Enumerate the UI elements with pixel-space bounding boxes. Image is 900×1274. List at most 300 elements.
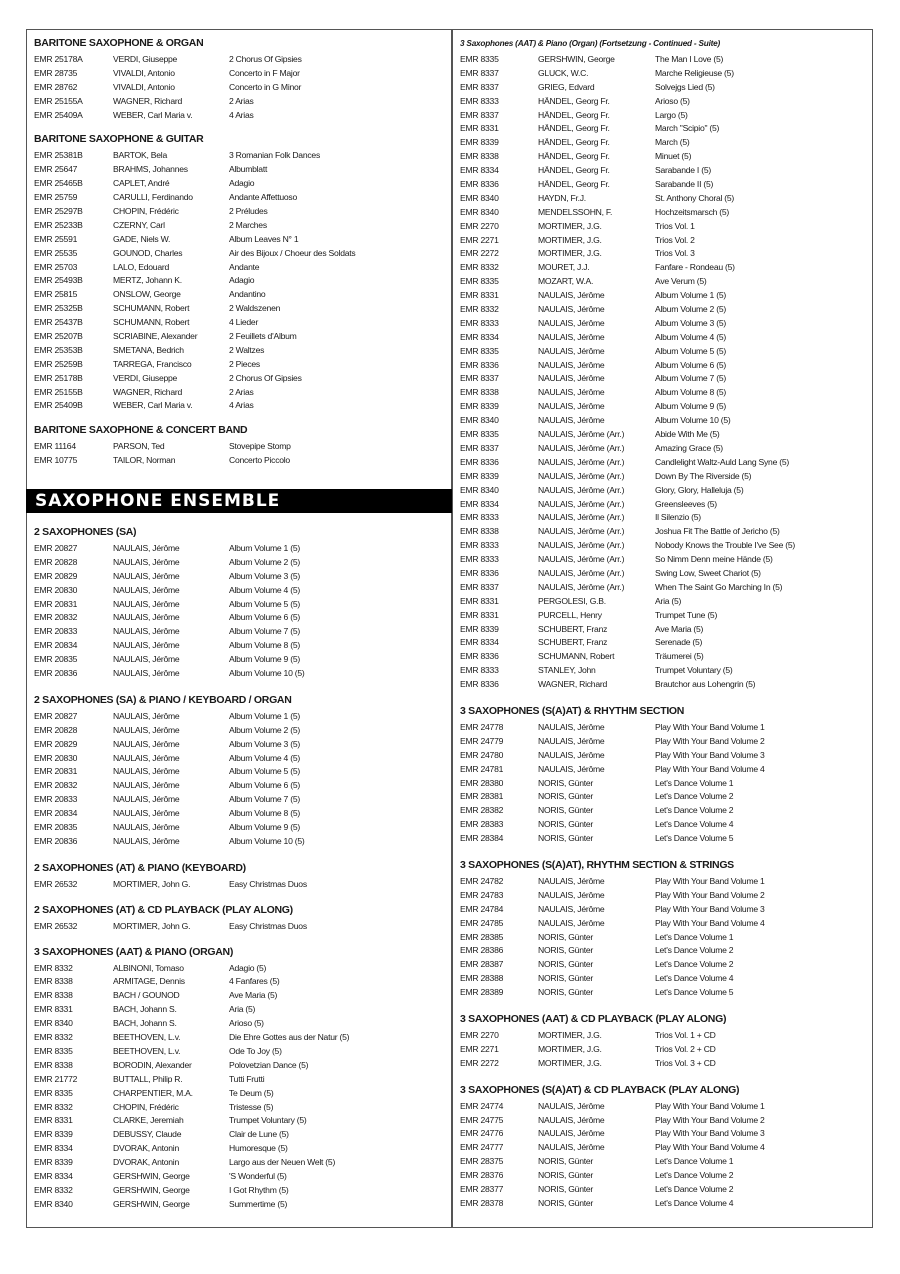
composer-name: NAULAIS, Jérôme	[538, 903, 605, 914]
work-title: Trumpet Voluntary (5)	[655, 665, 733, 676]
work-title: Andantino	[229, 289, 266, 300]
work-title: Te Deum (5)	[229, 1087, 274, 1098]
catalog-row	[460, 763, 870, 777]
work-title: Sarabande I (5)	[655, 165, 711, 176]
catalog-row	[34, 247, 446, 261]
catalog-number: EMR 25325B	[34, 303, 83, 314]
catalog-row	[460, 428, 870, 442]
catalog-row	[34, 95, 446, 109]
catalog-number: EMR 24785	[460, 917, 504, 928]
work-title: Album Volume 2 (5)	[229, 724, 300, 735]
work-title: 2 Chorus Of Gipsies	[229, 54, 302, 64]
composer-name: CLARKE, Jeremiah	[113, 1115, 184, 1126]
catalog-section	[460, 704, 870, 846]
catalog-number: EMR 8331	[460, 595, 499, 606]
catalog-number: EMR 8337	[460, 581, 499, 592]
catalog-number: EMR 2271	[460, 234, 499, 245]
work-title: Album Volume 3 (5)	[229, 738, 300, 749]
catalog-row	[34, 598, 446, 612]
catalog-row	[34, 358, 446, 372]
catalog-number: EMR 11164	[34, 441, 76, 452]
work-title: Adagio	[229, 275, 255, 286]
catalog-number: EMR 8334	[460, 637, 499, 648]
work-title: Play With Your Band Volume 3	[655, 903, 765, 914]
work-title: Candlelight Waltz-Auld Lang Syne (5)	[655, 456, 789, 467]
work-title: Summertime (5)	[229, 1198, 288, 1209]
work-title: Let's Dance Volume 4	[655, 1197, 734, 1208]
work-title: Play With Your Band Volume 2	[655, 1114, 765, 1125]
catalog-row	[34, 1170, 446, 1184]
catalog-number: EMR 8337	[460, 67, 499, 78]
catalog-number: EMR 25353B	[34, 344, 83, 355]
work-title: Trios Vol. 3 + CD	[655, 1057, 716, 1068]
catalog-row	[460, 1197, 870, 1211]
work-title: Album Volume 3 (5)	[229, 570, 300, 581]
composer-name: TARREGA, Francisco	[113, 358, 192, 369]
catalog-row	[34, 1059, 446, 1073]
work-title: Largo aus der Neuen Welt (5)	[229, 1157, 336, 1168]
work-title: Album Volume 2 (5)	[655, 304, 726, 315]
catalog-number: EMR 20830	[34, 752, 78, 763]
composer-name: NAULAIS, Jérôme	[113, 780, 180, 791]
composer-name: BORODIN, Alexander	[113, 1059, 192, 1070]
work-title: Let's Dance Volume 2	[655, 959, 734, 970]
catalog-number: EMR 8335	[34, 1087, 73, 1098]
catalog-row	[34, 1017, 446, 1031]
composer-name: CAPLET, André	[113, 178, 170, 189]
composer-name: VERDI, Giuseppe	[113, 54, 178, 64]
catalog-number: EMR 20831	[34, 766, 78, 777]
catalog-number: EMR 2272	[460, 248, 499, 259]
catalog-row	[34, 205, 446, 219]
catalog-number: EMR 8336	[460, 679, 499, 690]
catalog-row	[34, 1156, 446, 1170]
catalog-row	[460, 1029, 870, 1043]
catalog-number: EMR 28387	[460, 959, 504, 970]
composer-name: SCHUMANN, Robert	[113, 317, 190, 328]
catalog-row	[460, 581, 870, 595]
catalog-row	[34, 542, 446, 556]
catalog-row	[460, 178, 870, 192]
composer-name: LALO, Edouard	[113, 261, 169, 272]
work-title: 4 Arias	[229, 400, 254, 411]
catalog-row	[460, 498, 870, 512]
composer-name: SCHUBERT, Franz	[538, 637, 608, 648]
work-title: Album Volume 6 (5)	[229, 780, 300, 791]
catalog-number: EMR 28381	[460, 791, 504, 802]
catalog-number: EMR 8340	[460, 206, 499, 217]
work-title: Play With Your Band Volume 4	[655, 763, 765, 774]
work-title: March (5)	[655, 137, 690, 148]
catalog-row	[34, 779, 446, 793]
catalog-number: EMR 25409B	[34, 400, 83, 411]
work-title: Album Volume 5 (5)	[229, 598, 300, 609]
section-heading: 2 SAXOPHONES (AT) & PIANO (KEYBOARD)	[34, 861, 246, 874]
catalog-row	[34, 765, 446, 779]
work-title: Let's Dance Volume 2	[655, 805, 734, 816]
catalog-number: EMR 20836	[34, 835, 78, 846]
catalog-row	[460, 275, 870, 289]
composer-name: NAULAIS, Jérôme	[113, 724, 180, 735]
catalog-number: EMR 20832	[34, 612, 78, 623]
composer-name: NAULAIS, Jérôme	[113, 584, 180, 595]
catalog-number: EMR 20827	[34, 710, 78, 721]
catalog-row	[460, 122, 870, 136]
catalog-row	[34, 920, 446, 934]
work-title: 2 Waltzes	[229, 344, 265, 355]
catalog-row	[460, 1183, 870, 1197]
catalog-number: EMR 25703	[34, 261, 78, 272]
composer-name: NORIS, Günter	[538, 833, 594, 844]
composer-name: WAGNER, Richard	[113, 386, 182, 397]
composer-name: NAULAIS, Jérôme	[538, 387, 605, 398]
work-title: Play With Your Band Volume 3	[655, 749, 765, 760]
work-title: 4 Fanfares (5)	[229, 976, 280, 987]
work-title: Album Volume 4 (5)	[655, 331, 726, 342]
catalog-number: EMR 8334	[460, 331, 499, 342]
composer-name: NAULAIS, Jérôme	[113, 738, 180, 749]
composer-name: NAULAIS, Jérôme	[538, 1142, 605, 1153]
catalog-row	[460, 234, 870, 248]
composer-name: NAULAIS, Jérôme	[113, 808, 180, 819]
catalog-section	[34, 36, 446, 122]
catalog-row	[34, 989, 446, 1003]
catalog-number: EMR 20836	[34, 668, 78, 679]
work-title: 4 Arias	[229, 109, 254, 120]
catalog-section	[34, 693, 446, 849]
right-column	[460, 36, 870, 1211]
composer-name: NORIS, Günter	[538, 973, 594, 984]
composer-name: NAULAIS, Jérôme	[538, 875, 605, 886]
catalog-row	[460, 456, 870, 470]
section-heading: BARITONE SAXOPHONE & GUITAR	[34, 133, 204, 146]
composer-name: ONSLOW, George	[113, 289, 181, 300]
composer-name: NORIS, Günter	[538, 1197, 594, 1208]
catalog-number: EMR 25465B	[34, 178, 83, 189]
catalog-row	[460, 67, 870, 81]
catalog-row	[460, 623, 870, 637]
work-title: Let's Dance Volume 2	[655, 1184, 734, 1195]
catalog-row	[460, 484, 870, 498]
work-title: Album Volume 6 (5)	[655, 359, 726, 370]
work-title: Album Volume 6 (5)	[229, 612, 300, 623]
catalog-row	[460, 261, 870, 275]
work-title: Play With Your Band Volume 2	[655, 889, 765, 900]
work-title: March "Scipio" (5)	[655, 123, 720, 134]
composer-name: GERSHWIN, George	[113, 1198, 190, 1209]
catalog-number: EMR 8333	[460, 317, 499, 328]
work-title: Let's Dance Volume 1	[655, 777, 734, 788]
work-title: Album Volume 4 (5)	[229, 752, 300, 763]
catalog-row	[34, 1198, 446, 1212]
composer-name: NAULAIS, Jérôme	[113, 640, 180, 651]
catalog-number: EMR 25493B	[34, 275, 83, 286]
catalog-row	[460, 525, 870, 539]
catalog-number: EMR 28735	[34, 67, 78, 78]
work-title: Album Volume 10 (5)	[229, 668, 305, 679]
work-title: Album Volume 8 (5)	[655, 387, 726, 398]
catalog-number: EMR 24777	[460, 1142, 504, 1153]
composer-name: GRIEG, Edvard	[538, 81, 595, 92]
catalog-number: EMR 20828	[34, 556, 78, 567]
catalog-row	[34, 261, 446, 275]
composer-name: NORIS, Günter	[538, 959, 594, 970]
catalog-number: EMR 20833	[34, 626, 78, 637]
work-title: Greensleeves (5)	[655, 498, 717, 509]
catalog-row	[460, 1141, 870, 1155]
catalog-row	[34, 67, 446, 81]
catalog-number: EMR 25155B	[34, 386, 83, 397]
catalog-row	[460, 386, 870, 400]
catalog-number: EMR 8333	[460, 95, 499, 106]
composer-name: BARTOK, Bela	[113, 150, 168, 161]
composer-name: NAULAIS, Jérôme	[538, 1128, 605, 1139]
catalog-number: EMR 24783	[460, 889, 504, 900]
catalog-row	[460, 609, 870, 623]
composer-name: NAULAIS, Jérôme	[113, 543, 180, 553]
catalog-number: EMR 2271	[460, 1043, 499, 1054]
left-lower-column	[34, 525, 446, 1212]
composer-name: NAULAIS, Jérôme	[538, 1114, 605, 1125]
catalog-row	[460, 1155, 870, 1169]
composer-name: HÄNDEL, Georg Fr.	[538, 179, 610, 190]
catalog-number: EMR 8333	[460, 665, 499, 676]
catalog-row	[34, 177, 446, 191]
catalog-number: EMR 20830	[34, 584, 78, 595]
work-title: Humoresque (5)	[229, 1143, 288, 1154]
catalog-row	[460, 289, 870, 303]
catalog-number: EMR 8340	[460, 415, 499, 426]
catalog-row	[34, 1003, 446, 1017]
section-heading: 3 SAXOPHONES (S(A)AT) & RHYTHM SECTION	[460, 704, 685, 717]
section-heading: 2 SAXOPHONES (AT) & CD PLAYBACK (PLAY ALONG)	[34, 903, 293, 916]
catalog-number: EMR 8336	[460, 179, 499, 190]
work-title: Album Volume 9 (5)	[229, 654, 300, 665]
catalog-number: EMR 8331	[460, 123, 499, 134]
work-title: Album Volume 9 (5)	[229, 822, 300, 833]
composer-name: HÄNDEL, Georg Fr.	[538, 165, 610, 176]
composer-name: VIVALDI, Antonio	[113, 81, 175, 92]
composer-name: MENDELSSOHN, F.	[538, 206, 613, 217]
composer-name: NAULAIS, Jérôme	[538, 345, 605, 356]
composer-name: GOUNOD, Charles	[113, 247, 183, 258]
catalog-number: EMR 8335	[460, 429, 499, 440]
catalog-number: EMR 20829	[34, 738, 78, 749]
work-title: Tristesse (5)	[229, 1101, 274, 1112]
catalog-row	[460, 247, 870, 261]
catalog-section	[34, 861, 446, 892]
catalog-section	[460, 858, 870, 1000]
catalog-number: EMR 28380	[460, 777, 504, 788]
composer-name: WAGNER, Richard	[113, 95, 182, 106]
catalog-row	[34, 454, 446, 468]
work-title: Let's Dance Volume 5	[655, 833, 734, 844]
catalog-row	[460, 95, 870, 109]
catalog-row	[34, 1184, 446, 1198]
work-title: Die Ehre Gottes aus der Natur (5)	[229, 1032, 350, 1043]
catalog-number: EMR 8332	[34, 1184, 73, 1195]
catalog-number: EMR 28378	[460, 1197, 504, 1208]
catalog-number: EMR 8333	[460, 554, 499, 565]
catalog-number: EMR 8334	[460, 165, 499, 176]
catalog-number: EMR 8338	[460, 526, 499, 537]
catalog-number: EMR 8338	[34, 976, 73, 987]
composer-name: MORTIMER, J.G.	[538, 1043, 602, 1054]
composer-name: NAULAIS, Jérôme	[113, 710, 180, 721]
work-title: Polovetzian Dance (5)	[229, 1059, 309, 1070]
catalog-number: EMR 2270	[460, 220, 499, 231]
catalog-number: EMR 28376	[460, 1170, 504, 1181]
work-title: Aria (5)	[229, 1004, 256, 1015]
catalog-row	[34, 570, 446, 584]
catalog-row	[460, 832, 870, 846]
catalog-number: EMR 8332	[34, 962, 73, 973]
catalog-row	[460, 1100, 870, 1114]
work-title: Fanfare - Rondeau (5)	[655, 262, 735, 273]
catalog-row	[460, 331, 870, 345]
catalog-section	[460, 1012, 870, 1071]
catalog-number: EMR 8336	[460, 651, 499, 662]
composer-name: NAULAIS, Jérôme	[113, 654, 180, 665]
work-title: Trios Vol. 2	[655, 234, 695, 245]
catalog-number: EMR 8335	[460, 345, 499, 356]
composer-name: NAULAIS, Jérôme	[538, 735, 605, 746]
catalog-number: EMR 8339	[460, 470, 499, 481]
catalog-row	[460, 317, 870, 331]
composer-name: NAULAIS, Jérôme (Arr.)	[538, 567, 625, 578]
composer-name: MORTIMER, J.G.	[538, 1030, 602, 1040]
composer-name: MORTIMER, J.G.	[538, 220, 602, 231]
work-title: Album Volume 5 (5)	[229, 766, 300, 777]
composer-name: DVORAK, Antonin	[113, 1157, 179, 1168]
catalog-number: EMR 24782	[460, 875, 504, 886]
work-title: 2 Préludes	[229, 206, 268, 217]
composer-name: NAULAIS, Jérôme (Arr.)	[538, 526, 625, 537]
catalog-row	[460, 1057, 870, 1071]
composer-name: BACH / GOUNOD	[113, 990, 180, 1001]
composer-name: ALBINONI, Tomaso	[113, 962, 184, 973]
catalog-section	[460, 1083, 870, 1211]
work-title: Amazing Grace (5)	[655, 442, 723, 453]
catalog-row	[460, 986, 870, 1000]
catalog-number: EMR 8340	[34, 1018, 73, 1029]
composer-name: GADE, Niels W.	[113, 233, 171, 244]
composer-name: NAULAIS, Jérôme (Arr.)	[538, 554, 625, 565]
composer-name: NAULAIS, Jérôme	[538, 749, 605, 760]
composer-name: NAULAIS, Jérôme	[113, 570, 180, 581]
catalog-number: EMR 10775	[34, 455, 78, 466]
catalog-number: EMR 8339	[460, 623, 499, 634]
composer-name: PERGOLESI, G.B.	[538, 595, 606, 606]
catalog-row	[460, 303, 870, 317]
catalog-row	[460, 136, 870, 150]
work-title: Trios Vol. 1	[655, 220, 695, 231]
catalog-row	[460, 664, 870, 678]
catalog-row	[34, 372, 446, 386]
catalog-number: EMR 20834	[34, 808, 78, 819]
composer-name: WAGNER, Richard	[538, 679, 607, 690]
catalog-number: EMR 24780	[460, 749, 504, 760]
catalog-row	[34, 625, 446, 639]
catalog-number: EMR 20833	[34, 794, 78, 805]
catalog-number: EMR 20829	[34, 570, 78, 581]
work-title: 3 Romanian Folk Dances	[229, 150, 320, 161]
catalog-number: EMR 25409A	[34, 109, 83, 120]
work-title: Let's Dance Volume 2	[655, 1170, 734, 1181]
catalog-number: EMR 28389	[460, 987, 504, 998]
catalog-number: EMR 8331	[460, 609, 499, 620]
composer-name: NORIS, Günter	[538, 777, 594, 788]
catalog-row	[460, 944, 870, 958]
composer-name: SCHUMANN, Robert	[113, 303, 190, 314]
catalog-number: EMR 28386	[460, 945, 504, 956]
catalog-number: EMR 21772	[34, 1073, 78, 1084]
composer-name: HAYDN, Fr.J.	[538, 192, 586, 203]
work-title: Largo (5)	[655, 109, 688, 120]
composer-name: DEBUSSY, Claude	[113, 1129, 182, 1140]
catalog-row	[34, 821, 446, 835]
work-title: Stovepipe Stomp	[229, 441, 291, 452]
catalog-section	[460, 36, 870, 692]
catalog-number: EMR 20832	[34, 780, 78, 791]
catalog-number: EMR 8334	[460, 498, 499, 509]
composer-name: NORIS, Günter	[538, 945, 594, 956]
catalog-row	[34, 330, 446, 344]
work-title: Albumblatt	[229, 164, 268, 175]
catalog-row	[34, 316, 446, 330]
composer-name: NAULAIS, Jérôme	[113, 598, 180, 609]
catalog-row	[34, 399, 446, 413]
catalog-number: EMR 28385	[460, 931, 504, 942]
composer-name: NAULAIS, Jérôme	[113, 766, 180, 777]
catalog-row	[460, 790, 870, 804]
composer-name: NAULAIS, Jérôme	[113, 626, 180, 637]
catalog-number: EMR 8340	[34, 1198, 73, 1209]
catalog-number: EMR 28762	[34, 81, 78, 92]
catalog-row	[34, 109, 446, 123]
catalog-row	[460, 749, 870, 763]
composer-name: NAULAIS, Jérôme	[113, 752, 180, 763]
composer-name: VIVALDI, Antonio	[113, 67, 175, 78]
composer-name: NAULAIS, Jérôme (Arr.)	[538, 470, 625, 481]
catalog-row	[460, 958, 870, 972]
catalog-number: EMR 24774	[460, 1100, 504, 1111]
catalog-number: EMR 20831	[34, 598, 78, 609]
composer-name: BRAHMS, Johannes	[113, 164, 188, 175]
catalog-number: EMR 25155A	[34, 95, 83, 106]
composer-name: CHOPIN, Frédéric	[113, 206, 179, 217]
catalog-number: EMR 24781	[460, 763, 504, 774]
section-heading: BARITONE SAXOPHONE & CONCERT BAND	[34, 424, 248, 437]
work-title: Arioso (5)	[655, 95, 690, 106]
work-title: Let's Dance Volume 1	[655, 1156, 734, 1167]
catalog-row	[34, 738, 446, 752]
catalog-number: EMR 24779	[460, 735, 504, 746]
work-title: Concerto in F Major	[229, 67, 300, 78]
composer-name: BACH, Johann S.	[113, 1018, 177, 1029]
catalog-row	[460, 875, 870, 889]
catalog-number: EMR 25815	[34, 289, 78, 300]
composer-name: BEETHOVEN, L.v.	[113, 1045, 181, 1056]
work-title: Trios Vol. 1 + CD	[655, 1030, 716, 1040]
composer-name: NORIS, Günter	[538, 1156, 594, 1167]
catalog-row	[34, 233, 446, 247]
work-title: Nobody Knows the Trouble I've See (5)	[655, 540, 795, 551]
catalog-number: EMR 20834	[34, 640, 78, 651]
catalog-number: EMR 20835	[34, 654, 78, 665]
composer-name: BEETHOVEN, L.v.	[113, 1032, 181, 1043]
work-title: Ave Maria (5)	[655, 623, 704, 634]
